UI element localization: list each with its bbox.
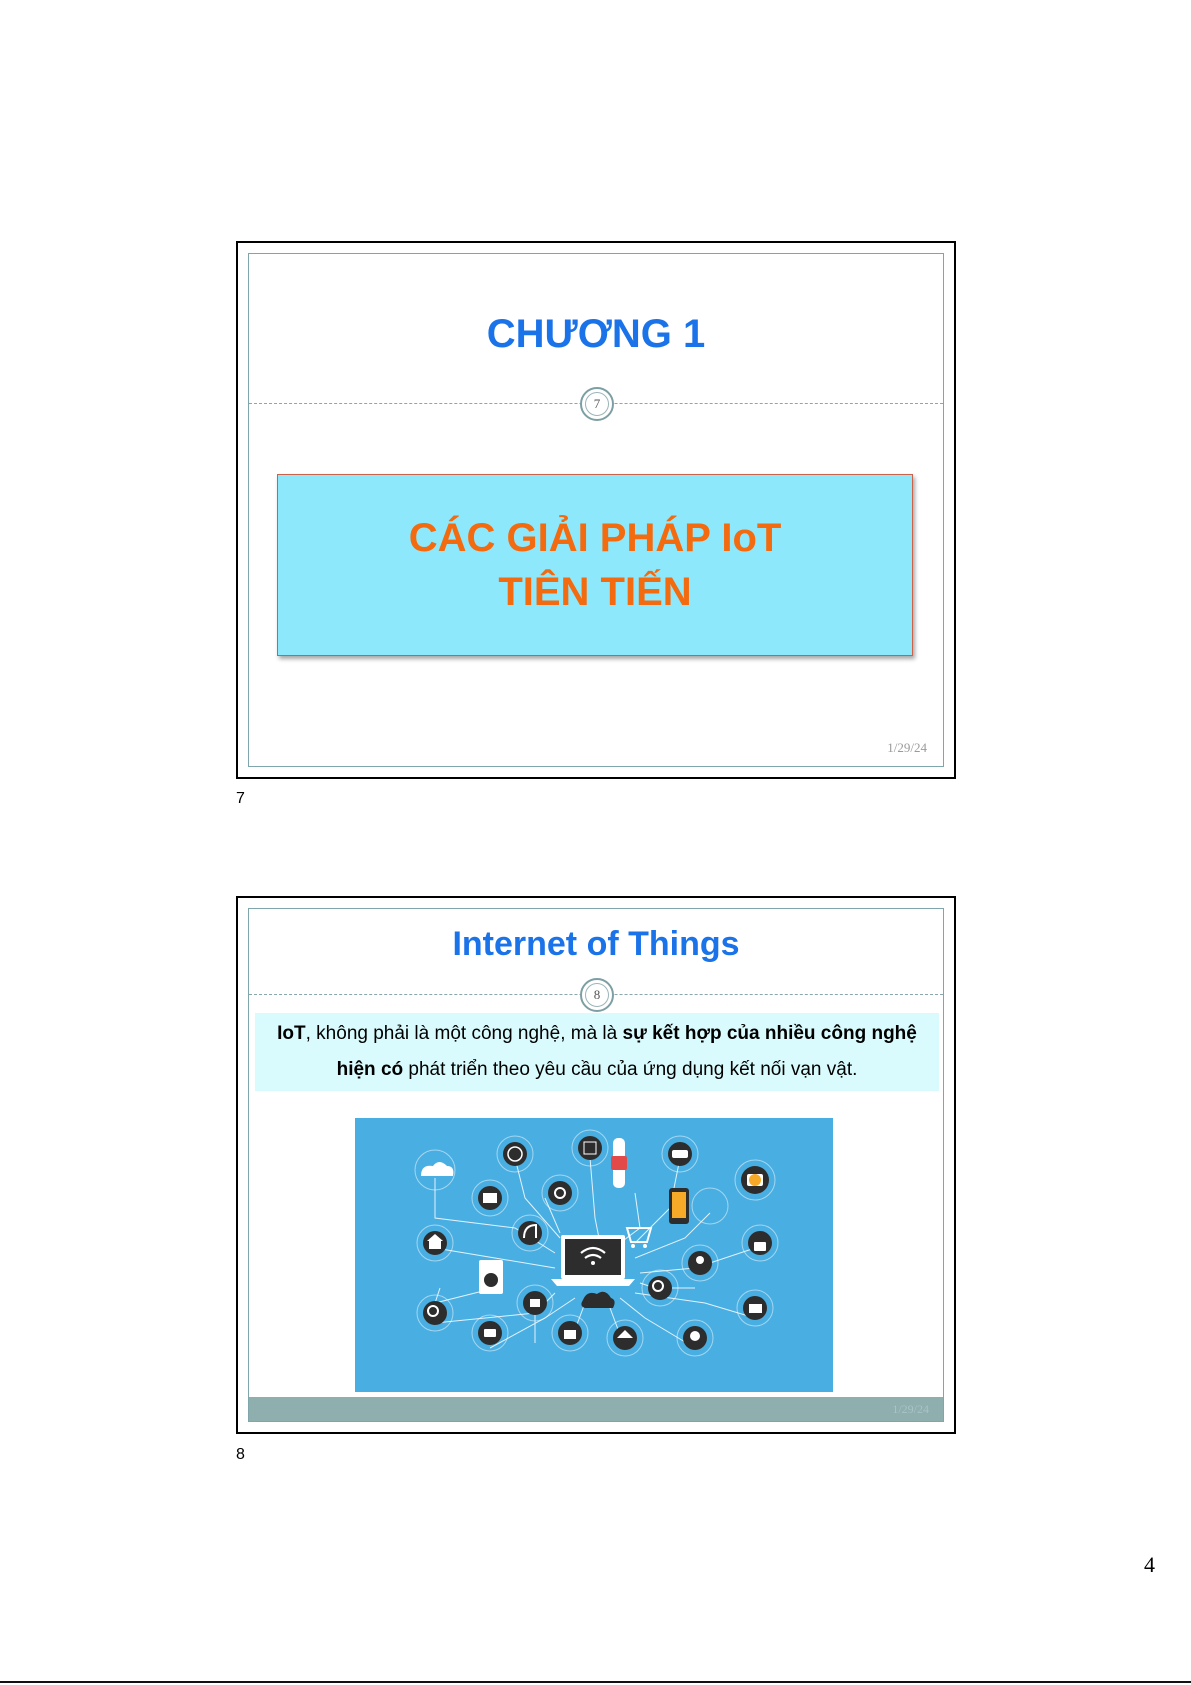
- gear-icon: [548, 1181, 572, 1205]
- bottom-rule: [0, 1681, 1191, 1683]
- slide-number: 7: [593, 396, 601, 411]
- footer-date: 1/29/24: [892, 1402, 929, 1416]
- slide-label-7: 7: [236, 790, 245, 807]
- term-iot: IoT: [277, 1023, 306, 1044]
- body-text-2: phát triển theo yêu cầu của ứng dụng kết nối vạn vật.: [403, 1059, 858, 1080]
- globe-icon: [503, 1142, 527, 1166]
- subtitle-line-1: CÁC GIẢI PHÁP IoT: [408, 516, 782, 560]
- cloud-icon: [421, 1162, 453, 1176]
- cloud-dark-icon: [581, 1292, 614, 1308]
- footer-bar: [249, 1397, 943, 1421]
- subtitle-line-2: TIÊN TIẾN: [498, 570, 692, 614]
- headphones-icon: [518, 1221, 542, 1245]
- body-emphasis: sự kết hợp của nhiều công nghệ hiện có: [336, 1023, 917, 1080]
- slide-7: [236, 241, 956, 779]
- subtitle-box: [277, 474, 913, 656]
- slide-8: [236, 896, 956, 1434]
- iot-network-illustration: [355, 1118, 833, 1392]
- slide-number: 8: [593, 987, 601, 1002]
- search-icon-2: [648, 1276, 672, 1300]
- slide-frame: [248, 908, 944, 1422]
- slide-number-badge: [580, 387, 614, 421]
- chapter-title: CHƯƠNG 1: [486, 312, 706, 356]
- body-text-1: , không phải là một công nghệ, mà là: [305, 1023, 623, 1044]
- wifi-icon: [578, 1136, 602, 1160]
- slide-number-badge: [580, 978, 614, 1012]
- iot-diagram-svg: [355, 1118, 833, 1392]
- search-icon: [423, 1301, 447, 1325]
- slide-label-8: 8: [236, 1446, 245, 1463]
- slide-title: Internet of Things: [452, 925, 740, 963]
- slide-date: 1/29/24: [887, 740, 927, 755]
- definition-box: [255, 1013, 939, 1091]
- page-number: 4: [1144, 1552, 1155, 1577]
